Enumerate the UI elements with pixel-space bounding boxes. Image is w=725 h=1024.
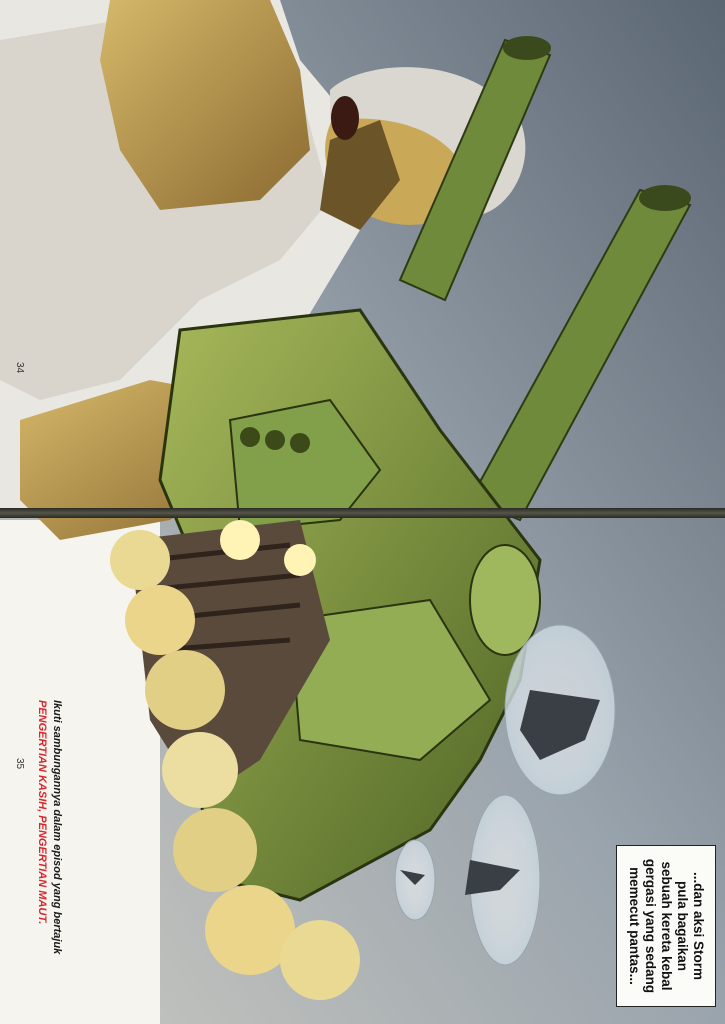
caption-line: memecut pantas... — [627, 867, 642, 985]
next-episode-note — [34, 700, 64, 955]
next-episode-line1: Ikuti sambungannya dalam episod yang bertajuk — [51, 700, 63, 955]
next-episode-title: PENGERTIAN KASIH, PENGERTIAN MAUT. — [36, 700, 48, 925]
page-gutter — [0, 508, 725, 518]
narration-caption-box — [616, 845, 716, 1007]
page-number-right: 35 — [14, 757, 26, 770]
page-number-left: 34 — [14, 361, 26, 374]
caption-line: ...dan aksi Storm — [691, 871, 706, 981]
narration-caption-text — [626, 851, 706, 1001]
caption-line: sebuah kereta kebal — [659, 861, 674, 991]
caption-line: pula bagaikan — [675, 880, 690, 972]
caption-line: gergasi yang sedang — [643, 858, 658, 994]
